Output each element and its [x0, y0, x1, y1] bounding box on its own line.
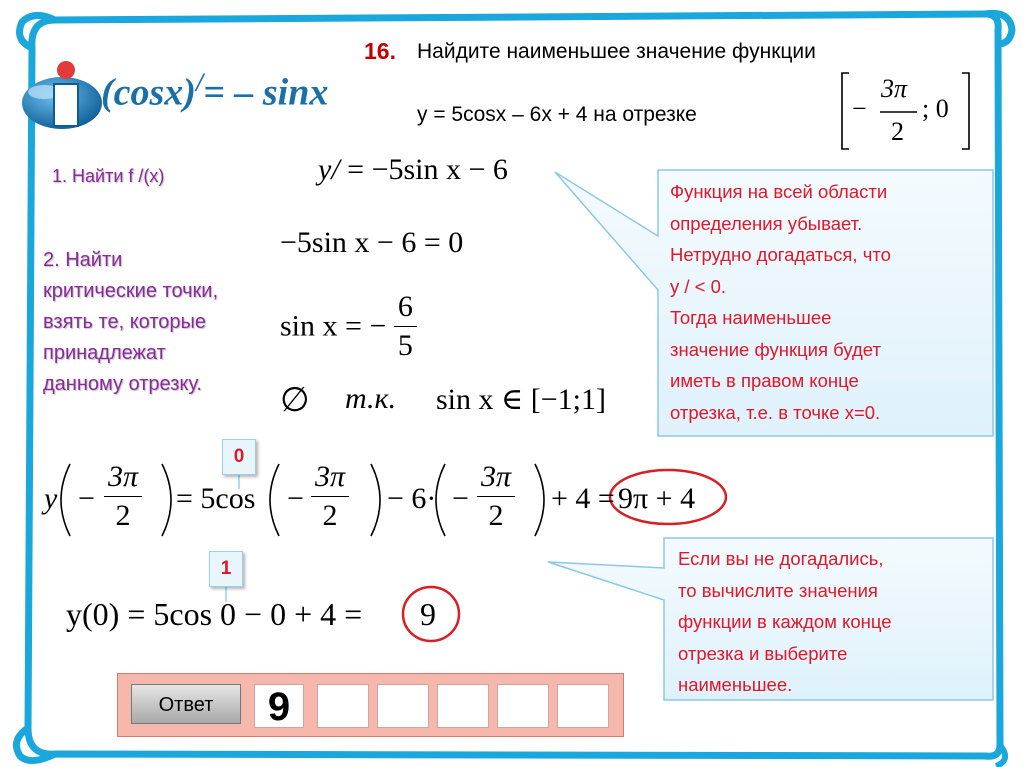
answer-value: 9 — [267, 685, 291, 729]
answer-cell — [497, 684, 549, 728]
logo-formula-right: = – sinx — [203, 71, 329, 114]
calc1-result: 9π + 4 — [618, 482, 696, 515]
interval-denominator: 2 — [891, 117, 904, 146]
tk-label: т.к. — [345, 382, 397, 415]
calc2-expression: y(0) = 5cos 0 − 0 + 4 = — [66, 596, 363, 632]
callout-line: определения убывает. — [670, 212, 863, 234]
callout-line: то вычислите значения — [678, 579, 878, 601]
callout-line: Тогда наименьшее — [670, 307, 832, 328]
step-2-line: 2. Найти — [43, 249, 123, 271]
fraction-numerator: 3π — [108, 460, 139, 493]
fraction-denominator: 2 — [104, 496, 142, 535]
calc1-frac-a — [104, 458, 142, 535]
answer-cell — [317, 684, 369, 728]
tag-0: 0 — [222, 439, 256, 475]
calc1-frac-b — [311, 458, 349, 535]
callout-line: иметь в правом конце — [670, 370, 859, 391]
fraction-numerator: 6 — [397, 290, 413, 323]
fraction-denominator: 5 — [394, 326, 417, 365]
callout-line: отрезка и выберите — [678, 642, 848, 664]
tag-1: 1 — [209, 551, 243, 587]
interval-end: ; 0 — [922, 94, 949, 123]
calc1-minus-a: − — [78, 482, 95, 515]
callout-line: значение функция будет — [670, 338, 881, 360]
callout-line: отрезка, т.е. в точке x=0. — [670, 401, 881, 423]
fraction-numerator: 3π — [315, 460, 346, 493]
calc1-fraction — [311, 458, 349, 535]
derivative-equation — [318, 153, 508, 187]
sin-range: sin x ∈ [−1;1] — [436, 383, 606, 416]
sin-equation — [280, 288, 417, 365]
calc1-minus-b: − — [287, 482, 304, 515]
empty-set-icon: ∅ — [280, 382, 310, 419]
step-2-line: критические точки, — [43, 280, 219, 302]
calc2-result: 9 — [420, 596, 436, 632]
fraction-denominator: 2 — [477, 496, 515, 535]
answer-cell — [437, 684, 489, 728]
step-2-line: принадлежат — [43, 342, 166, 364]
interval-minus: − — [852, 94, 867, 123]
answer-cell — [557, 684, 609, 728]
problem-number: 16. — [364, 38, 396, 64]
step-1: 1. Найти f /(x) — [52, 166, 165, 186]
sin-equation-fraction — [394, 288, 417, 365]
calc1-y: y — [44, 482, 58, 515]
logo-formula-prime: / — [195, 68, 204, 97]
critical-equation: −5sin x − 6 = 0 — [280, 226, 464, 259]
fraction-denominator: 2 — [311, 496, 349, 535]
logo-formula — [101, 68, 328, 115]
derivative-left: y/ — [318, 153, 340, 186]
answer-label: Ответ — [131, 684, 241, 724]
fraction-numerator: 3π — [481, 460, 512, 493]
calc1-minus-c: − — [452, 482, 469, 515]
step-2-line: данному отрезку. — [43, 373, 202, 395]
answer-cell — [377, 684, 429, 728]
calc1-fraction — [477, 458, 515, 535]
callout-line: Если вы не догадались, — [678, 548, 884, 569]
callout-line: Функция на всей области — [670, 181, 888, 202]
calc1-plus4: + 4 = — [551, 482, 615, 515]
callout-line: функции в каждом конце — [678, 611, 892, 632]
problem-function: y = 5cosx – 6x + 4 на отрезке — [417, 103, 697, 126]
problem-title: Найдите наименьшее значение функции — [417, 40, 816, 63]
calc1-minus6: − 6· — [387, 482, 437, 515]
callout-line: y / < 0. — [670, 275, 727, 297]
sin-equation-left: sin x = − — [280, 309, 387, 343]
callout-compute-ends — [678, 543, 892, 701]
derivative-right: = −5sin x − 6 — [347, 153, 508, 186]
calc1-frac-c — [477, 458, 515, 535]
answer-cell-filled — [254, 684, 304, 728]
callout-line: Нетрудно догадаться, что — [670, 244, 891, 265]
step-2-line: взять те, которые — [43, 311, 207, 333]
step-2 — [43, 245, 218, 400]
callout-line: наименьшее. — [678, 674, 793, 695]
calc1-5cos: = 5cos — [176, 482, 256, 515]
interval-numerator: 3π — [881, 74, 908, 103]
callout-decreasing — [670, 176, 891, 428]
calc1-fraction — [104, 458, 142, 535]
logo-formula-left: (cosx) — [101, 71, 196, 114]
